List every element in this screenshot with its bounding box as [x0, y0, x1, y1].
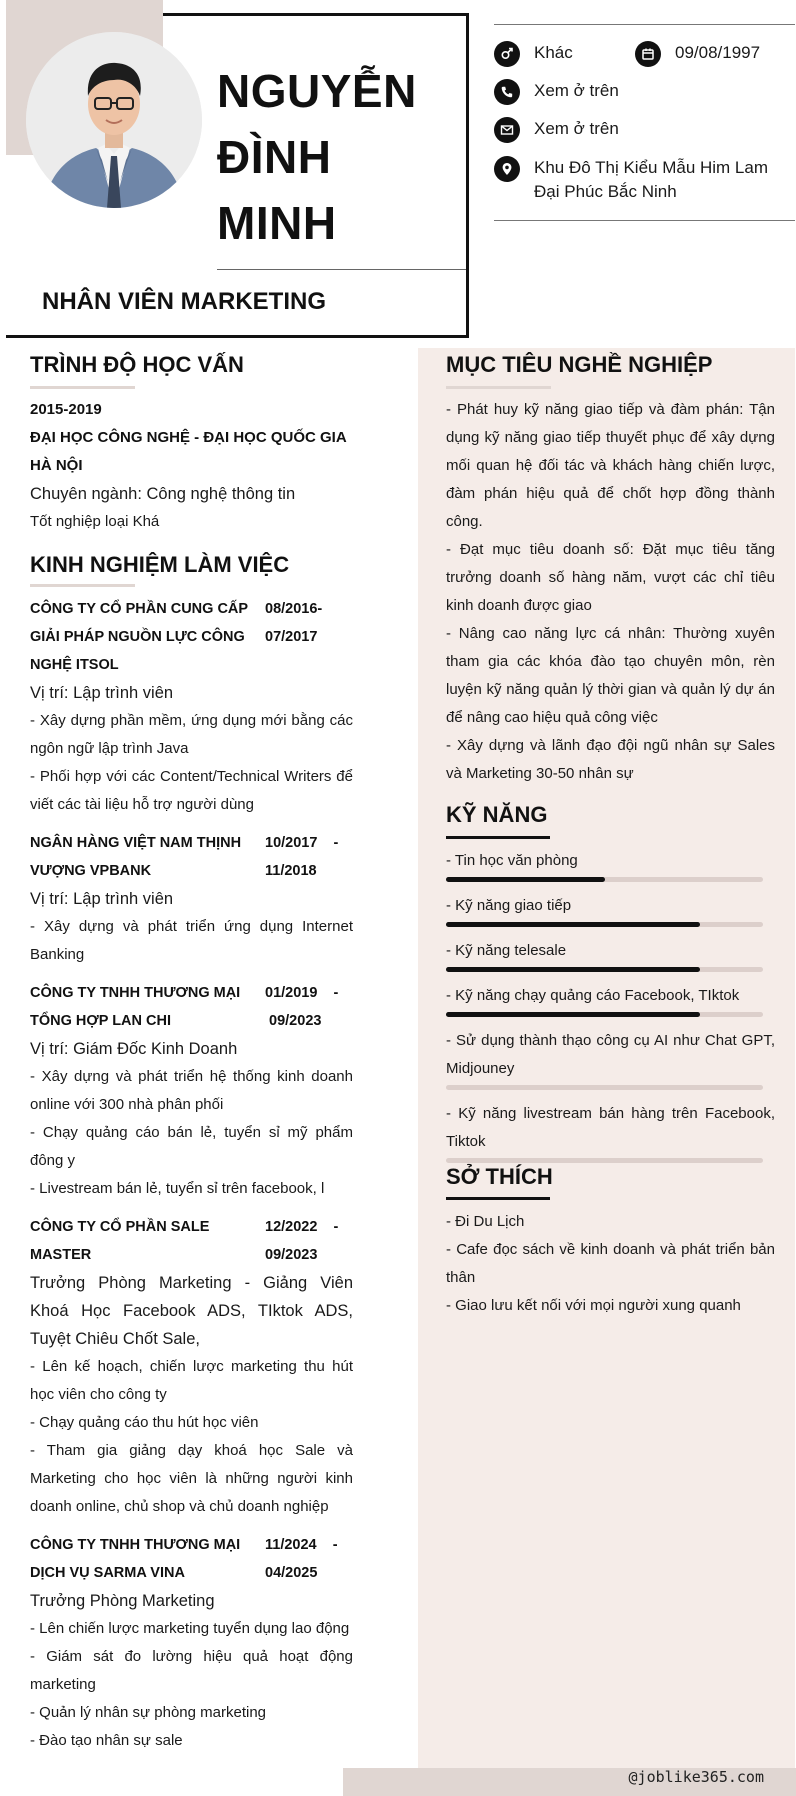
- skill-item: [446, 847, 775, 882]
- job-position: Vị trí: Lập trình viên: [30, 890, 174, 908]
- contact-birthday: [635, 41, 760, 67]
- hobby-item: - Đi Du Lịch: [446, 1213, 525, 1230]
- skills-underline: [446, 836, 550, 839]
- skill-label: - Tin học văn phòng: [446, 852, 578, 869]
- name-line-2: ĐÌNH: [217, 131, 332, 183]
- skill-bar-fill: [446, 967, 700, 972]
- objective-item: - Xây dựng và lãnh đạo đội ngũ nhân sự Sales và Marketing 30-50 nhân sự: [446, 737, 775, 782]
- skill-label: - Kỹ năng livestream bán hàng trên Facebook, Tiktok: [446, 1105, 775, 1150]
- phone-value: Xem ở trên: [534, 81, 619, 100]
- email-icon: [494, 117, 520, 143]
- job-position: Vị trí: Giám Đốc Kinh Doanh: [30, 1040, 238, 1058]
- job-date: 10/2017 - 11/2018: [265, 835, 339, 879]
- skill-bar-track: [446, 877, 763, 882]
- hobby-item: - Cafe đọc sách về kinh doanh và phát triển bản thân: [446, 1241, 775, 1286]
- objective-item: - Đạt mục tiêu doanh số: Đặt mục tiêu tăng trưởng doanh số hàng năm, vượt các chỉ tiêu kinh doanh được giao: [446, 541, 775, 614]
- skill-bar-track: [446, 922, 763, 927]
- job-bullet: - Xây dựng và phát triển ứng dụng Internet Banking: [30, 918, 353, 963]
- skill-bar-track: [446, 1158, 763, 1163]
- education-underline: [30, 386, 135, 389]
- objective-item: - Nâng cao năng lực cá nhân: Thường xuyên tham gia các khóa đào tạo chuyên môn, rèn luyện kỹ năng quản lý thời gian và quản lý dự án để nâng cao hiệu quả công việc: [446, 625, 775, 726]
- job-bullet: - Đào tạo nhân sự sale: [30, 1732, 183, 1749]
- job-bullet: - Chạy quảng cáo bán lẻ, tuyển sỉ mỹ phẩm đông y: [30, 1124, 353, 1169]
- hobby-item: - Giao lưu kết nối với mọi người xung quanh: [446, 1297, 741, 1314]
- skill-bar-fill: [446, 877, 605, 882]
- job-bullet: - Lên chiến lược marketing tuyển dụng lao động: [30, 1620, 350, 1637]
- job-position: Trưởng Phòng Marketing - Giảng Viên Khoá Học Facebook ADS, TIktok ADS, Tuyệt Chiêu Chốt Sale,: [30, 1274, 353, 1348]
- address-line-1: Khu Đô Thị Kiểu Mẫu Him Lam: [534, 158, 769, 177]
- job-bullet: - Xây dựng phần mềm, ứng dụng mới bằng các ngôn ngữ lập trình Java: [30, 712, 353, 757]
- header-frame: [163, 13, 469, 16]
- avatar: [26, 32, 202, 208]
- birthday-value: 09/08/1997: [675, 43, 761, 62]
- job-company: CÔNG TY CỔ PHẦN CUNG CẤP GIẢI PHÁP NGUỒN LỰC CÔNG NGHỆ ITSOL: [30, 601, 248, 673]
- job-bullet: - Xây dựng và phát triển hệ thống kinh doanh online với 300 nhà phân phối: [30, 1068, 353, 1113]
- job-bullet: - Phối hợp với các Content/Technical Writers để viết các tài liệu hỗ trợ người dùng: [30, 768, 353, 813]
- hobbies-underline: [446, 1197, 550, 1200]
- skill-bar-track: [446, 1085, 763, 1090]
- objective-title: MỤC TIÊU NGHỀ NGHIỆP: [446, 352, 713, 377]
- skills-section: [446, 847, 775, 1163]
- contact-email: [494, 117, 619, 143]
- job-item: [30, 829, 353, 969]
- contact-address: [494, 156, 768, 204]
- skill-label: - Kỹ năng chạy quảng cáo Facebook, TIktok: [446, 987, 740, 1004]
- education-section: [30, 396, 353, 536]
- contact-phone: [494, 79, 619, 105]
- objective-item: - Phát huy kỹ năng giao tiếp và đàm phán: Tận dụng kỹ năng giao tiếp thuyết phục để xây dựng mối quan hệ đối tác và khách hàng chiến lược, đàm phán hiệu quả để chốt hợp đồng thành công.: [446, 401, 775, 530]
- location-pin-icon: [494, 156, 520, 182]
- header-frame-right: [466, 13, 469, 338]
- skill-label: - Kỹ năng giao tiếp: [446, 897, 572, 914]
- job-position: Trưởng Phòng Marketing: [30, 1592, 215, 1610]
- job-item: [30, 1531, 353, 1755]
- hobbies-title: SỞ THÍCH: [446, 1164, 553, 1189]
- job-date: 08/2016- 07/2017: [265, 601, 323, 645]
- job-position: Vị trí: Lập trình viên: [30, 684, 174, 702]
- experience-title: KINH NGHIỆM LÀM VIỆC: [30, 552, 290, 577]
- name-line-1: NGUYỄN: [217, 65, 417, 117]
- job-date: 11/2024 - 04/2025: [265, 1537, 338, 1581]
- experience-underline: [30, 584, 135, 587]
- header-divider: [217, 269, 466, 270]
- job-date: 01/2019 - 09/2023: [265, 985, 339, 1029]
- skill-item: [446, 982, 775, 1017]
- gender-value: Khác: [534, 43, 573, 62]
- name-line-3: MINH: [217, 197, 337, 249]
- education-school: ĐẠI HỌC CÔNG NGHỆ - ĐẠI HỌC QUỐC GIA HÀ NỘI: [30, 429, 347, 474]
- job-title: NHÂN VIÊN MARKETING: [42, 288, 327, 315]
- calendar-icon: [635, 41, 661, 67]
- skill-item: [446, 1100, 775, 1163]
- skill-bar-fill: [446, 1012, 700, 1017]
- job-item: [30, 979, 353, 1203]
- job-date: 12/2022 - 09/2023: [265, 1219, 339, 1263]
- education-grade: Tốt nghiệp loại Khá: [30, 513, 160, 530]
- address-line-2: Đại Phúc Bắc Ninh: [534, 182, 677, 201]
- skill-item: [446, 892, 775, 927]
- job-bullet: - Giám sát đo lường hiệu quả hoạt động marketing: [30, 1648, 353, 1693]
- address-value: [534, 156, 768, 204]
- watermark: @joblike365.com: [628, 1768, 764, 1786]
- skill-bar-fill: [446, 922, 700, 927]
- job-item: [30, 1213, 353, 1521]
- job-bullet: - Chạy quảng cáo thu hút học viên: [30, 1414, 259, 1431]
- skill-bar-track: [446, 967, 763, 972]
- objective-underline: [446, 386, 551, 389]
- job-company: CÔNG TY TNHH THƯƠNG MẠI TỔNG HỢP LAN CHI: [30, 985, 241, 1029]
- email-value: Xem ở trên: [534, 119, 619, 138]
- skill-label: - Kỹ năng telesale: [446, 942, 567, 959]
- job-bullet: - Tham gia giảng dạy khoá học Sale và Marketing cho học viên là những người kinh doanh online, chủ shop và chủ doanh nghiệp: [30, 1442, 353, 1515]
- skill-item: [446, 937, 775, 972]
- job-company: NGÂN HÀNG VIỆT NAM THỊNH VƯỢNG VPBANK: [30, 835, 242, 879]
- skills-title: KỸ NĂNG: [446, 802, 548, 827]
- job-company: CÔNG TY TNHH THƯƠNG MẠI DỊCH VỤ SARMA VINA: [30, 1537, 241, 1581]
- skill-item: [446, 1027, 775, 1090]
- job-bullet: - Lên kế hoạch, chiến lược marketing thu hút học viên cho công ty: [30, 1358, 353, 1403]
- objective-section: [446, 396, 775, 788]
- job-bullet: - Livestream bán lẻ, tuyển sỉ trên facebook, l: [30, 1180, 325, 1197]
- skill-bar-track: [446, 1012, 763, 1017]
- education-title: TRÌNH ĐỘ HỌC VẤN: [30, 352, 244, 377]
- phone-icon: [494, 79, 520, 105]
- education-major: Chuyên ngành: Công nghệ thông tin: [30, 485, 296, 503]
- contact-gender: [494, 41, 573, 67]
- avatar-photo: [26, 32, 202, 208]
- job-bullet: - Quản lý nhân sự phòng marketing: [30, 1704, 267, 1721]
- job-company: CÔNG TY CỔ PHẦN SALE MASTER: [30, 1219, 210, 1263]
- gender-icon: [494, 41, 520, 67]
- skill-label: - Sử dụng thành thạo công cụ AI như Chat GPT, Midjouney: [446, 1032, 775, 1077]
- candidate-name: [217, 58, 457, 256]
- hobbies-section: [446, 1208, 775, 1320]
- header-frame-bottom: [6, 335, 469, 338]
- job-item: [30, 595, 353, 819]
- education-period: 2015-2019: [30, 401, 102, 418]
